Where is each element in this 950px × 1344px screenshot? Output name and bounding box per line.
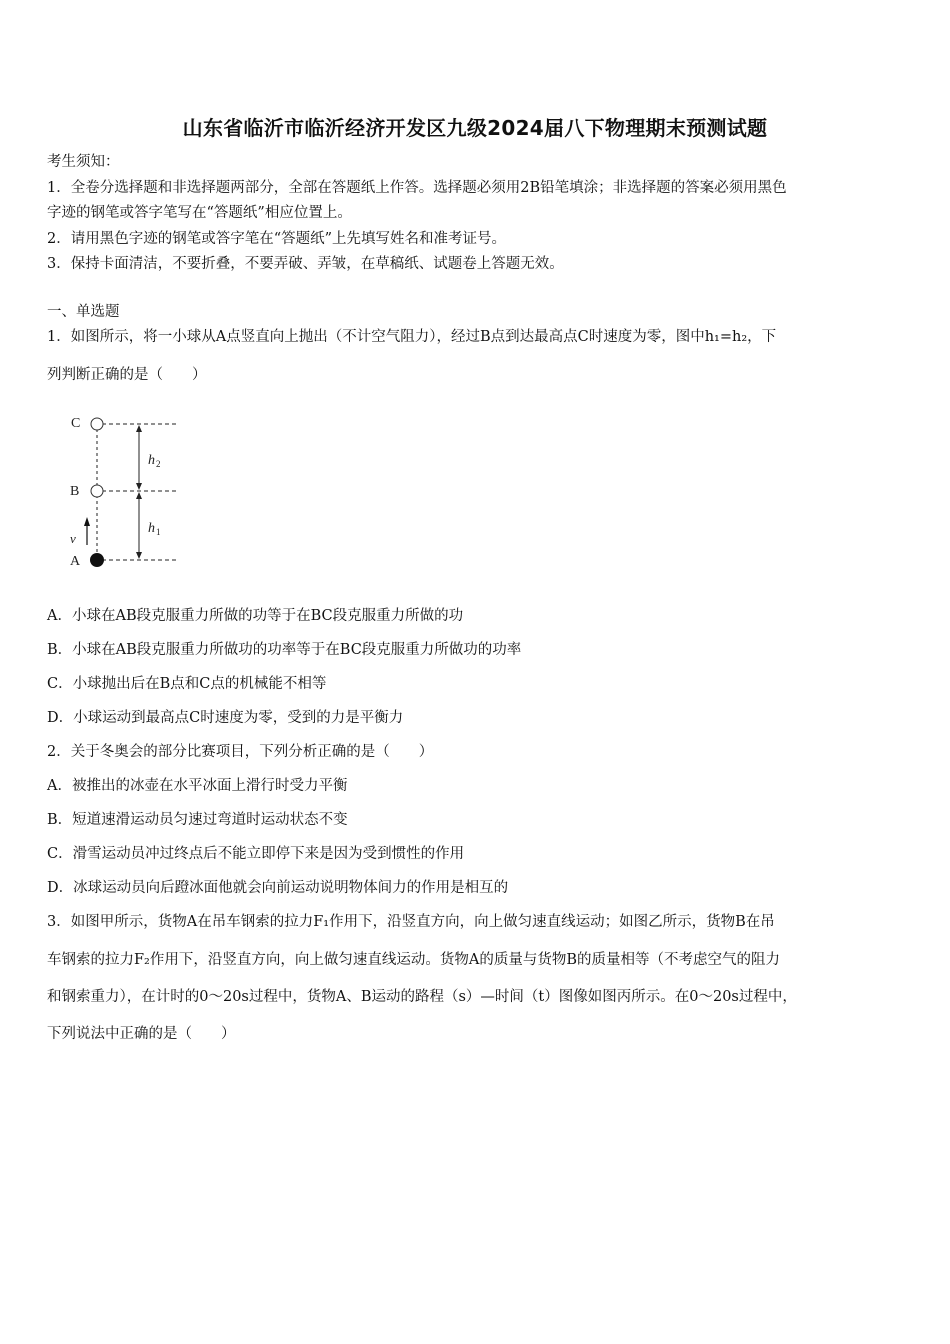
q2-stem: 2．关于冬奥会的部分比赛项目，下列分析正确的是（ ） <box>47 744 434 760</box>
q1-option-a: A．小球在AB段克服重力所做的功等于在BC段克服重力所做的功 <box>47 608 464 624</box>
h1-arrow-up-icon <box>136 492 142 499</box>
notice-item-3: 3．保持卡面清洁，不要折叠，不要弄破、弄皱，在草稿纸、试题卷上答题无效。 <box>47 256 564 272</box>
q1-figure <box>60 405 190 580</box>
label-b: B <box>70 484 80 499</box>
q1-stem-line2: 列判断正确的是（ ） <box>47 367 207 383</box>
ball-c-icon <box>91 418 103 430</box>
label-a: A <box>70 554 81 569</box>
h1-arrow-down-icon <box>136 552 142 559</box>
notice-heading: 考生须知： <box>47 154 120 170</box>
label-c: C <box>71 416 81 431</box>
q2-option-d: D．冰球运动员向后蹬冰面他就会向前运动说明物体间力的作用是相互的 <box>47 880 509 896</box>
label-h1-sub: 1 <box>156 527 161 537</box>
q2-option-b: B．短道速滑运动员匀速过弯道时运动状态不变 <box>47 812 348 828</box>
ball-a-icon <box>90 553 104 567</box>
q3-line-4: 下列说法中正确的是（ ） <box>47 1026 236 1042</box>
q1-figure-svg <box>60 405 190 580</box>
q1-option-d: D．小球运动到最高点C时速度为零，受到的力是平衡力 <box>47 710 404 726</box>
q1-option-b: B．小球在AB段克服重力所做功的功率等于在BC段克服重力所做功的功率 <box>47 642 522 658</box>
notice-item-1-cont: 字迹的钢笔或答字笔写在“答题纸”相应位置上。 <box>47 205 352 221</box>
velocity-arrow-icon <box>84 517 90 526</box>
q1-stem-line1: 1．如图所示，将一小球从A点竖直向上抛出（不计空气阻力），经过B点到达最高点C时速度为零，图中h₁=h₂，下 <box>47 329 777 345</box>
label-h1: h <box>148 521 155 536</box>
q3-line-2: 车钢索的拉力F₂作用下，沿竖直方向，向上做匀速直线运动。货物A的质量与货物B的质量相等（不考虑空气的阻力 <box>47 952 780 968</box>
q2-option-c: C．滑雪运动员冲过终点后不能立即停下来是因为受到惯性的作用 <box>47 846 465 862</box>
label-h2-sub: 2 <box>156 459 161 469</box>
notice-item-2: 2．请用黑色字迹的钢笔或答字笔在“答题纸”上先填写姓名和准考证号。 <box>47 231 507 247</box>
section-heading: 一、单选题 <box>47 304 120 320</box>
notice-item-1: 1．全卷分选择题和非选择题两部分，全部在答题纸上作答。选择题必须用2B铅笔填涂；非选择题的答案必须用黑色 <box>47 180 787 196</box>
q2-option-a: A．被推出的冰壶在水平冰面上滑行时受力平衡 <box>47 778 348 794</box>
h2-arrow-down-icon <box>136 483 142 490</box>
label-v: v <box>70 531 76 546</box>
q3-line-3: 和钢索重力），在计时的0～20s过程中，货物A、B运动的路程（s）—时间（t）图像如图丙所示。在0～20s过程中， <box>47 989 797 1005</box>
q3-line-1: 3．如图甲所示，货物A在吊车钢索的拉力F₁作用下，沿竖直方向，向上做匀速直线运动；如图乙所示，货物B在吊 <box>47 914 775 930</box>
ball-b-icon <box>91 485 103 497</box>
label-h2: h <box>148 453 155 468</box>
q1-option-c: C．小球抛出后在B点和C点的机械能不相等 <box>47 676 327 692</box>
page-title: 山东省临沂市临沂经济开发区九级2024届八下物理期末预测试题 <box>182 116 768 140</box>
h2-arrow-up-icon <box>136 425 142 432</box>
